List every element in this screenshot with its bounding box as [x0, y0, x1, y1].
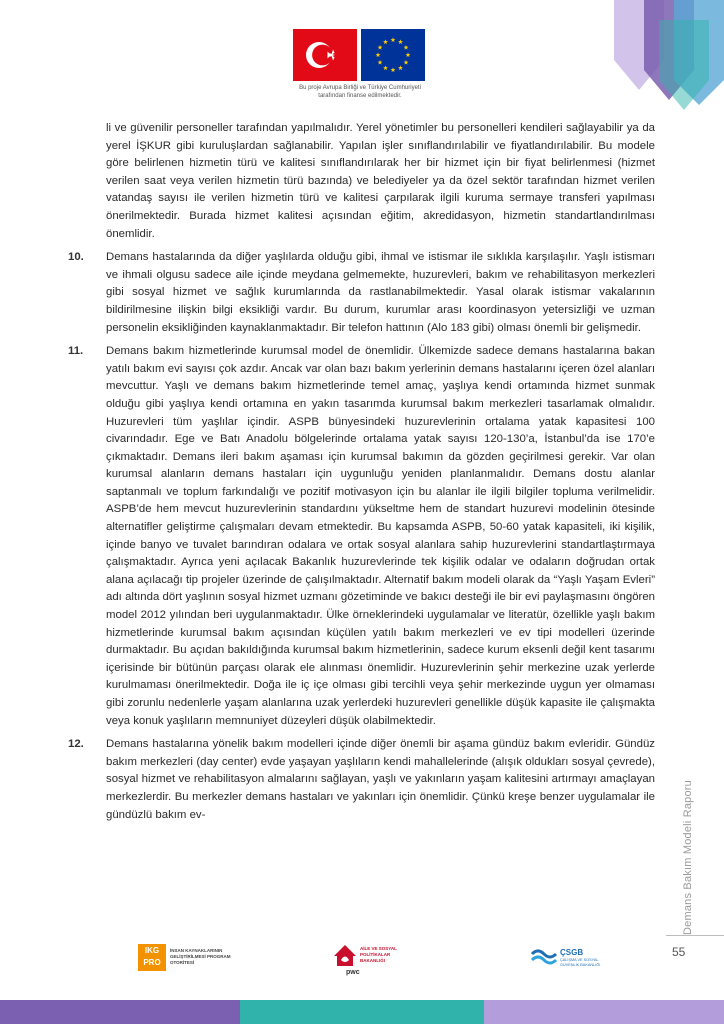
turkey-flag-icon [293, 29, 357, 81]
footer-bar-lavender [484, 1000, 724, 1024]
eu-star-icon [398, 39, 403, 44]
csgb-logo [530, 940, 610, 974]
ikg-pro-logo-text: IKG PRO [143, 946, 161, 967]
page-number: 55 [672, 945, 686, 959]
paragraph-text: Demans hastalarına yönelik bakım modelleri içinde diğer önemli bir aşama gündüz bakım evleridir. Gündüz bakım merkezleri (day center) evde yaşayan yaşlıların kendi mahallelerinde (alışık oldukları sosyal çevrede), sosyal hizmet ve rehabilitasyon almalarını sağlayan, yaşlı ve yakınların yaşam kalitesini artırmayı amaçlayan merkezlerdir. Bu merkezler demans hastaları ve yakınları için önemlidir. Çünkü kreşe benzer uygulamalar ile gündüzlü bakım ev- [106, 738, 655, 821]
footer-bar-teal [240, 1000, 484, 1024]
ikg-pro-logo-sub: İNSAN KAYNAKLARININ GELİŞTİRİLMESİ PROGRAM OTORİTESİ [170, 948, 231, 965]
footer-color-bar [0, 1000, 724, 1024]
numbered-paragraph-10 [68, 249, 655, 337]
paragraph-number: 10. [68, 251, 84, 264]
funding-note-line2: tarafından finanse edilmektedir. [318, 93, 402, 99]
eu-star-icon [404, 45, 409, 50]
eu-flag-icon [361, 29, 425, 81]
eu-star-icon [383, 39, 388, 44]
eu-star-icon [391, 37, 396, 42]
eu-star-icon [391, 67, 396, 72]
paragraph-number: 11. [68, 345, 84, 358]
corner-decoration [614, 0, 724, 110]
side-running-title [666, 740, 696, 935]
paragraph-continuation [68, 120, 655, 243]
document-body [68, 120, 655, 830]
eu-star-icon [378, 60, 383, 65]
side-divider [666, 935, 724, 936]
csgb-logo-sub: ÇALIŞMA VE SOSYAL GÜVENLİK BAKANLIĞI [560, 958, 601, 967]
eu-star-icon [406, 52, 411, 57]
aspb-logo [332, 940, 397, 976]
csgb-wave-icon [530, 946, 558, 968]
header-flags [293, 29, 425, 81]
pwc-logo: pwc [346, 969, 360, 976]
paragraph-text: Demans hastalarında da diğer yaşlılarda olduğu gibi, ihmal ve istismar ile sıklıkla karşılaşılır. Yaşlı istismarı ve ihmali olgusu sadece aile içinde meydana gelmemekte, huzurevleri, bakım ve rehabilitasyon merkezleri gibi sosyal hizmet ve sağlık kurumlarında da rastlanabilmektedir. Yasal olarak istismar vakalarının bildirilmesine ilişkin bilgi eksikliği vardır. Bu durum, kurumlar arası koordinasyon yetersizliği ve uzman personelin eksikliğinden kaynaklanmaktadır. Bir telefon hattının (Alo 183 gibi) olması önemli bir gelişmedir. [106, 251, 655, 334]
paragraph-text: Demans bakım hizmetlerinde kurumsal model de önemlidir. Ülkemizde sadece demans hastalarına bakan yatılı bakım evi sayısı çok azdır. Ancak var olan bazı bakım yerlerinin demans hastalarını içeren özel alanları mevcuttur. Yaşlı ve demans bakım hizmetlerinde temel amaç, yaşlıya kendi ortamında hizmet sunmak olduğu gibi yaşlıya kendi ortamına en yakın tasarımda kurumsal bakım merkezleri tasarlamak olmalıdır. Huzurevleri tüm yaşlılar içindir. ASPB bünyesindeki huzurevlerinin ortalama yatak kapasitesi 100 civarındadır. Ege ve Batı Anadolu bölgelerinde ortalama yatak sayısı 120-130’a, İstanbul’da ise 170’e çıkmaktadır. Demans ileri bakım aşaması için kurumsal bakımın da gözden geçirilmesi gerekir. Var olan kurumsal alanların demans hastaları için uygunluğu yeniden planlanmalıdır. Demans dostu alanlar saptanmalı ve toplum farkındalığı ve pozitif motivasyon için bu alanlar ile ilgili bilgiler topluma verilmelidir. ASPB’de hem mevcut huzurevlerinin standardını yükseltme hem de standart huzurevi modelinin ötesinde alternatifler geliştirme çalışmaları devam etmektedir. Bu kapsamda ASPB, 50-60 yatak kapasiteli, iki kişilik, içinde banyo ve tuvalet barındıran odalara ve ortak sosyal alanlara sahip huzurevlerini standartlaştırmaya çalışmaktadır. Ayrıca yeni açılacak Bakanlık huzurevlerinde tek kişilik odalar ve odaların doğrudan ortak alana açılacağı tip projeler üzerinde de çalışılmaktadır. Alternatif bakım modeli olarak da “Yaşlı Yaşam Evleri” adı altında dört yaşlının sosyal hizmet uzmanı gözetiminde ve bakıcı desteği ile bir evi paylaşmasını öngören model 2012 yılından beri uygulanmaktadır. Ülke örneklerindeki uygulamalar ve literatür, özellikle yaşlı bakım hizmetlerinde kurumsal bakım açısından küçülen yatılı bakım merkezleri ve ev tipi modelleri üzerinde durmaktadır. Bu açıdan bakıldığında kurumsal bakım hizmetlerinin, sadece kurum eksenli değil kent tasarımı içerisinde bir bütünün parçası olarak ele alınması önemlidir. Huzurevlerinin şehir merkezine uzak yerlerde kurulmaması önerilmektedir. Doğa ile iç içe olması gibi tercihli veya şehir merkezinde uygun yer olmaması gibi zorunlu nedenlerle yaşam alanlarına uzak yerlerdeki huzurevleri genellikle düşük kapasite ile çalışmakta veya konuk yaşlıların memnuniyet düzeyleri düşük olabilmektedir. [106, 345, 655, 727]
csgb-logo-text: ÇSGB [560, 948, 584, 957]
aspb-logo-sub: AİLE VE SOSYAL POLİTİKALAR BAKANLIĞI [360, 946, 397, 963]
paragraph-number: 12. [68, 738, 84, 751]
ikg-pro-logo [138, 940, 248, 974]
funding-note-line1: Bu proje Avrupa Birliği ve Türkiye Cumhuriyeti [299, 85, 421, 91]
numbered-paragraph-12 [68, 736, 655, 824]
eu-star-icon [376, 52, 381, 57]
footer-bar-purple [0, 1000, 240, 1024]
ikg-pro-logo-mark [138, 944, 166, 971]
aspb-house-icon [332, 942, 358, 968]
paragraph-text: li ve güvenilir personeller tarafından yapılmalıdır. Yerel yönetimler bu personelleri kendileri sağlayabilir ya da yerel İŞKUR gibi kuruluşlardan sağlanabilir. Yapılan işler sınıflandırılabilir ve fiyatlandırılabilir. Bu modele göre belirlenen hizmetin türü ve kalitesi sınıflandırılarak her bir hizmet için bir fiyat belirlenmesi (hizmet verilen saat veya verilen hizmetin türü bazında) ve belediyeler ya da özel sektör tarafından hizmet verilen vatandaş sayısı ile verilen hizmetin türü ve kalitesi çarpılarak ilgili kuruma sermaye transferi yapılması önerilmektedir. Burada hizmet kalitesi açısından eğitim, akredidasyon, hizmetin standartlandırılması önemlidir. [106, 122, 655, 240]
eu-star-icon [404, 60, 409, 65]
side-title-text: Demans Bakım Modeli Raporu [682, 780, 694, 935]
eu-star-icon [383, 65, 388, 70]
eu-star-icon [398, 65, 403, 70]
numbered-paragraph-11 [68, 343, 655, 730]
eu-star-icon [378, 45, 383, 50]
funding-note [270, 84, 450, 100]
